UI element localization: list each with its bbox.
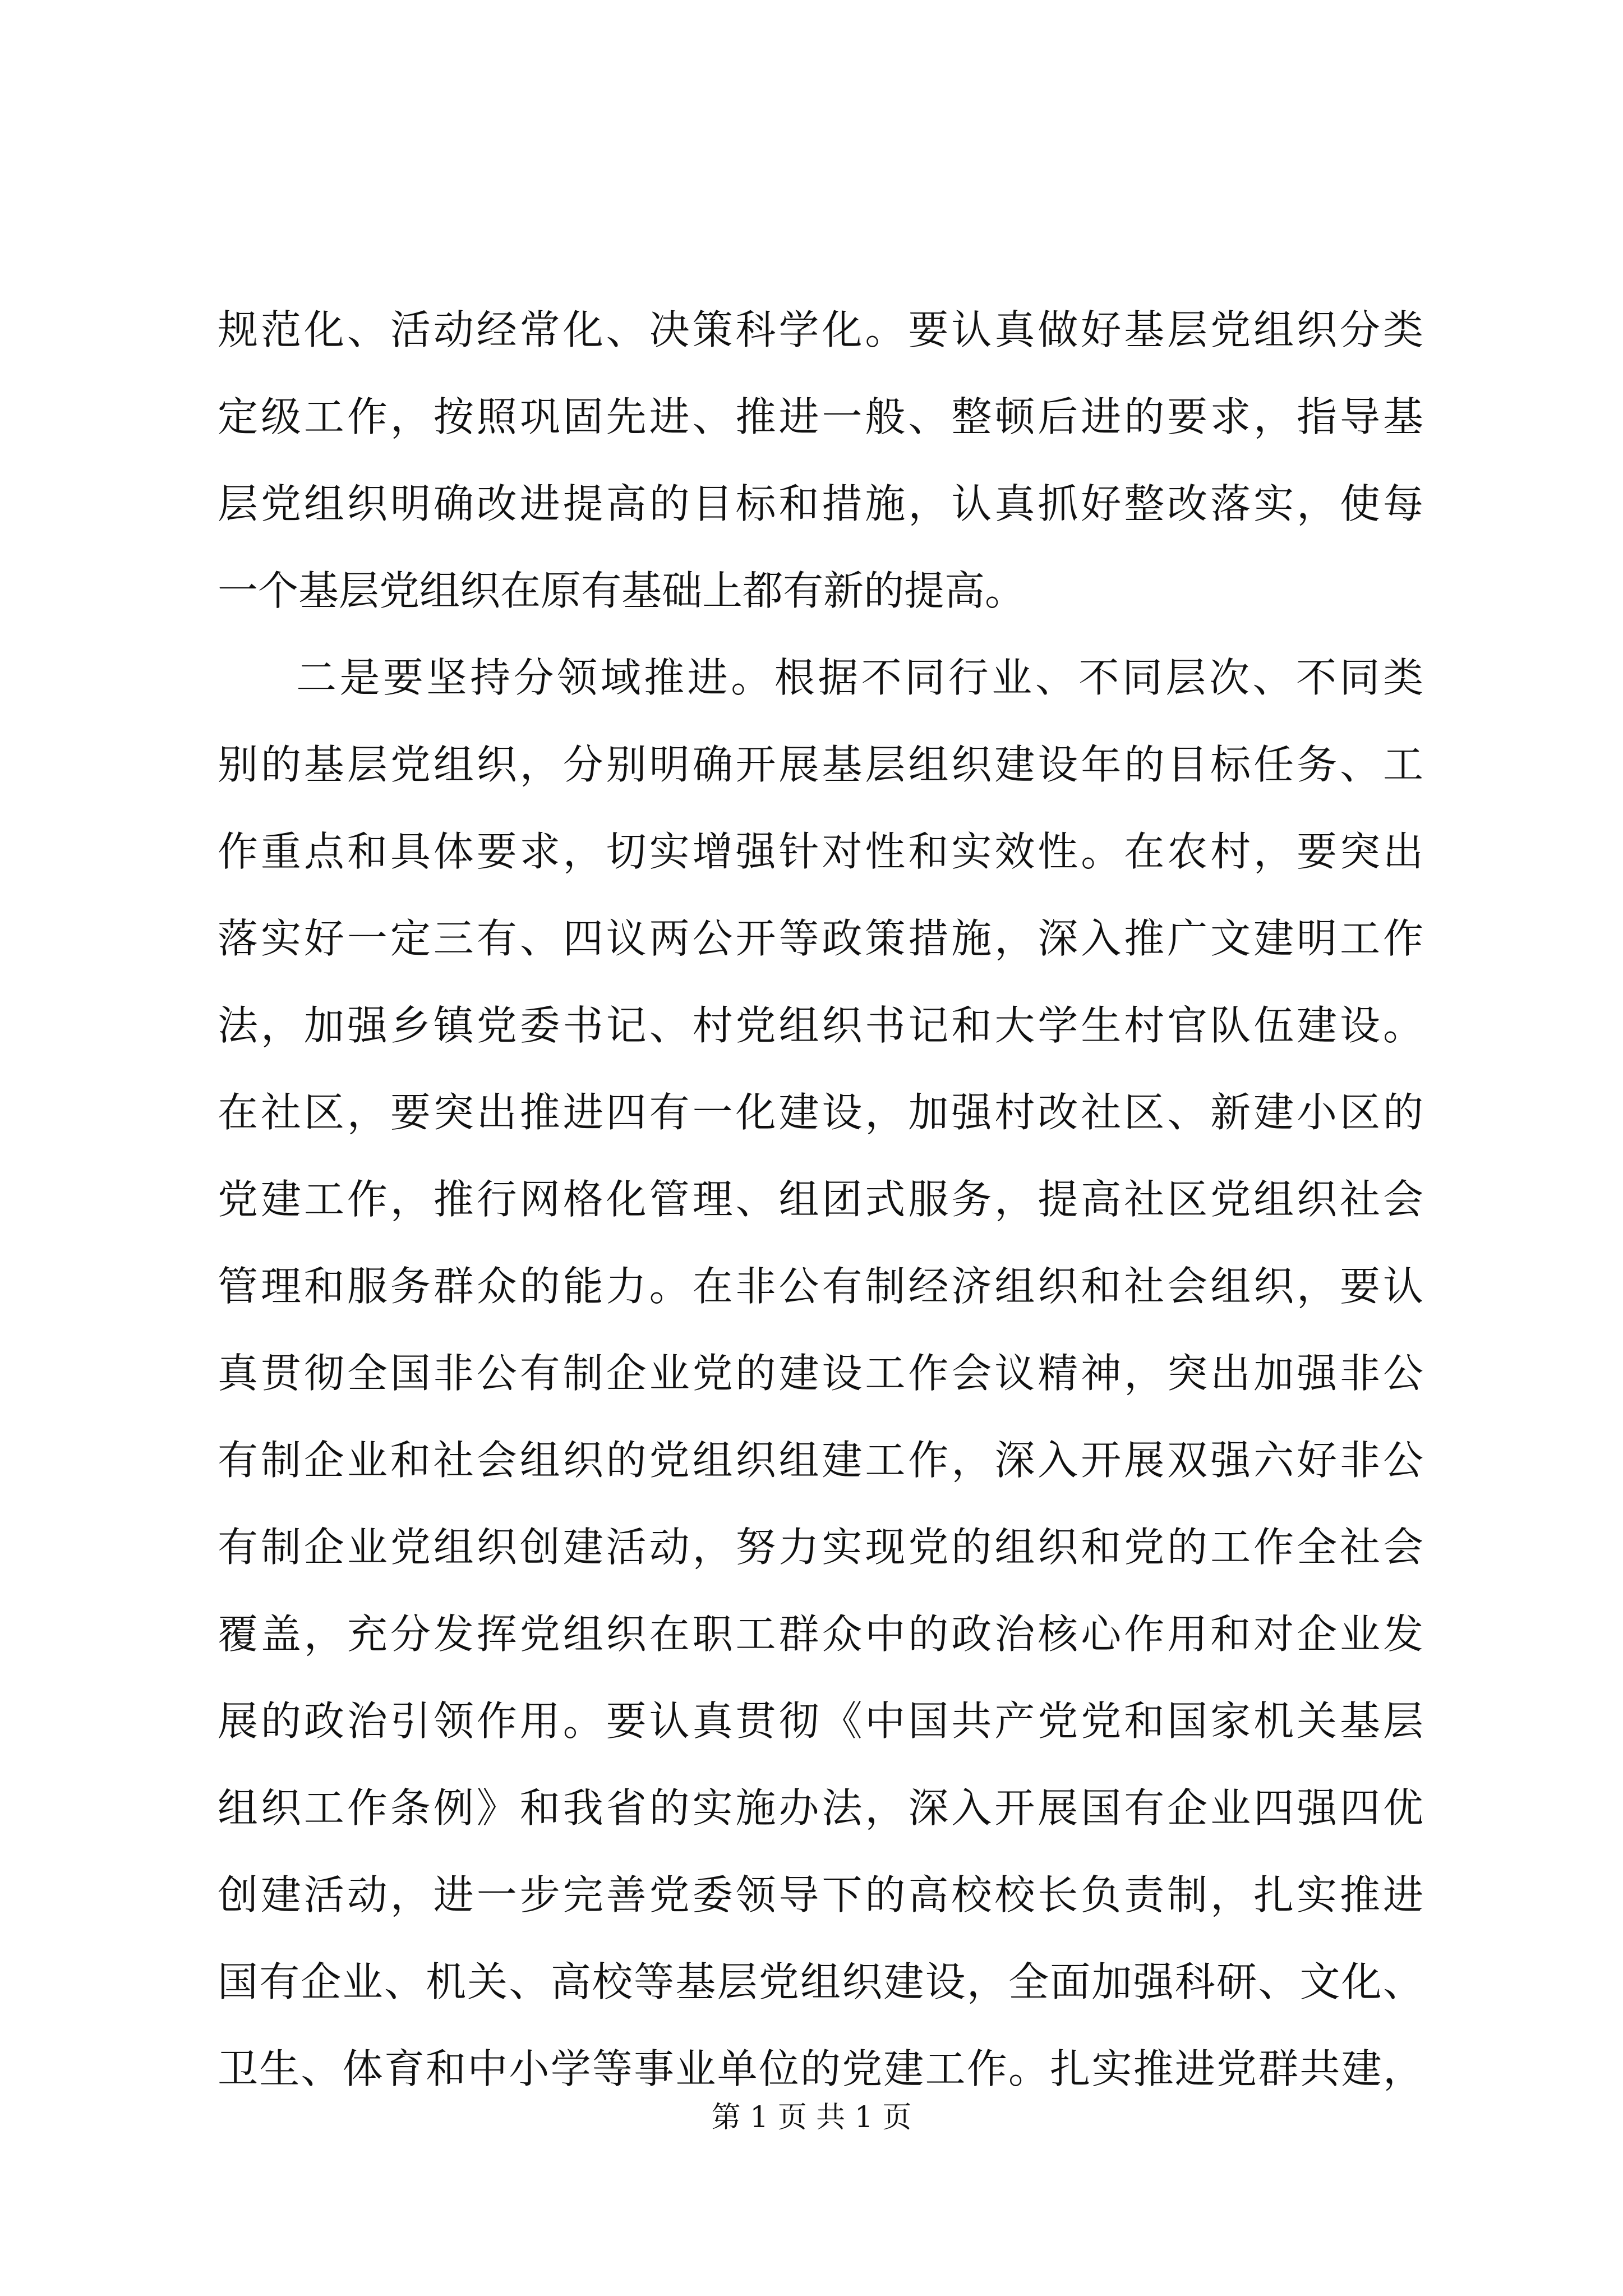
text-line: 落实好一定三有、四议两公开等政策措施，深入推广文建明工作	[218, 915, 1423, 962]
text-line: 国有企业、机关、高校等基层党组织建设，全面加强科研、文化、	[218, 1958, 1423, 2005]
text-line: 党建工作，推行网格化管理、组团式服务，提高社区党组织社会	[218, 1176, 1423, 1223]
text-line: 展的政治引领作用。要认真贯彻《中国共产党党和国家机关基层	[218, 1697, 1423, 1745]
text-line: 一个基层党组织在原有基础上都有新的提高。	[218, 567, 1026, 614]
paragraph-start-line: 二是要坚持分领域推进。根据不同行业、不同层次、不同类	[296, 654, 1423, 701]
text-line: 真贯彻全国非公有制企业党的建设工作会议精神，突出加强非公	[218, 1350, 1423, 1397]
text-line: 管理和服务群众的能力。在非公有制经济组织和社会组织，要认	[218, 1263, 1423, 1310]
text-line: 有制企业和社会组织的党组织组建工作，深入开展双强六好非公	[218, 1437, 1423, 1484]
text-line: 组织工作条例》和我省的实施办法，深入开展国有企业四强四优	[218, 1784, 1423, 1832]
text-line: 定级工作，按照巩固先进、推进一般、整顿后进的要求，指导基	[218, 393, 1423, 440]
text-line: 别的基层党组织，分别明确开展基层组织建设年的目标任务、工	[218, 741, 1423, 788]
page-number-footer: 第 1 页 共 1 页	[711, 2101, 912, 2134]
text-line: 有制企业党组织创建活动，努力实现党的组织和党的工作全社会	[218, 1524, 1423, 1571]
text-line: 在社区，要突出推进四有一化建设，加强村改社区、新建小区的	[218, 1089, 1423, 1136]
text-line: 卫生、体育和中小学等事业单位的党建工作。扎实推进党群共建，	[218, 2045, 1423, 2092]
text-line: 覆盖，充分发挥党组织在职工群众中的政治核心作用和对企业发	[218, 1611, 1423, 1658]
text-line: 规范化、活动经常化、决策科学化。要认真做好基层党组织分类	[218, 306, 1423, 353]
text-line: 层党组织明确改进提高的目标和措施，认真抓好整改落实，使每	[218, 480, 1423, 527]
text-line: 法，加强乡镇党委书记、村党组织书记和大学生村官队伍建设。	[218, 1002, 1423, 1049]
text-line: 作重点和具体要求，切实增强针对性和实效性。在农村，要突出	[218, 828, 1423, 875]
text-line: 创建活动，进一步完善党委领导下的高校校长负责制，扎实推进	[218, 1871, 1423, 1918]
